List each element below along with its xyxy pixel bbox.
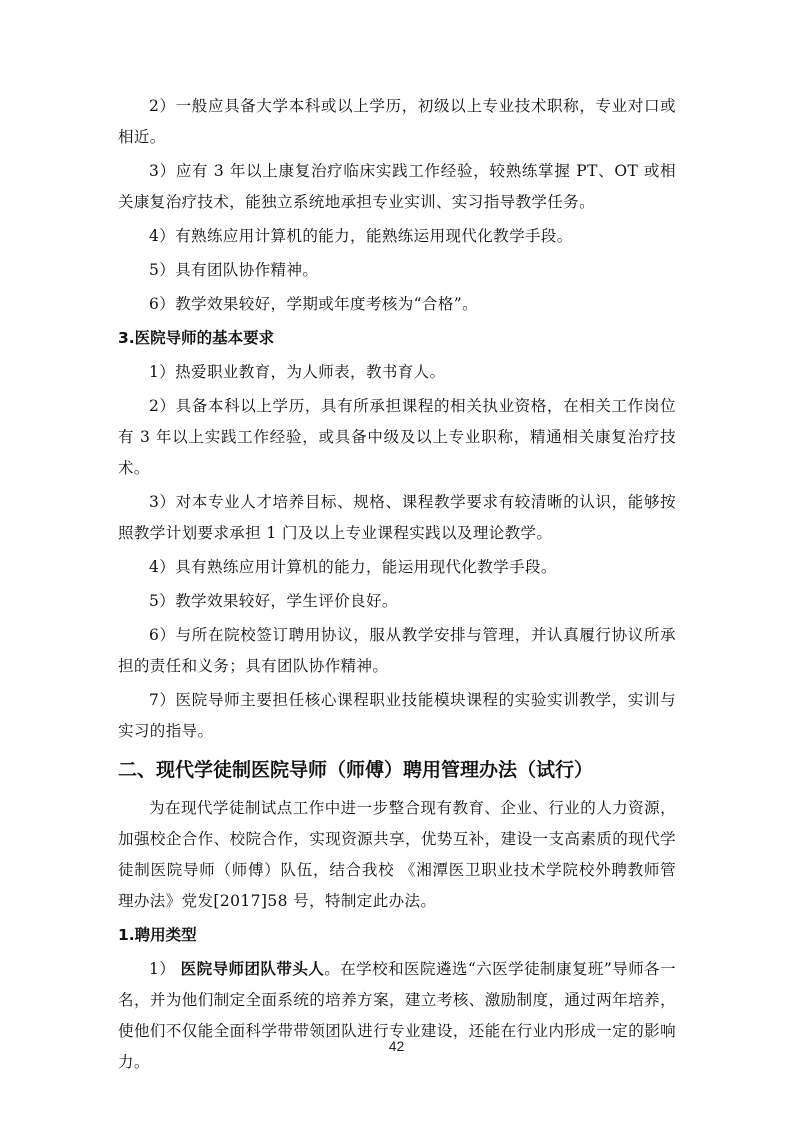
paragraph-mentor-3: 3）对本专业人才培养目标、规格、课程教学要求有较清晰的认识，能够按照教学计划要求承担 1 门及以上专业课程实践以及理论教学。	[118, 493, 676, 542]
paragraph-requirement-2: 2）一般应具备大学本科或以上学历，初级以上专业技术职称，专业对口或相近。	[118, 97, 676, 146]
hire-item-bold-term: 医院导师团队带头人	[180, 960, 325, 978]
hire-item-text: 。在学校和医院遴选“六医学徒制康复班”导师各一名，并为他们制定全面系统的培养方案，建立考核、激励制度，通过两年培养，使他们不仅能全面科学带带领团队进行专业建设，还能在行业内形成一定的影响力。	[118, 960, 676, 1071]
page-content	[118, 91, 676, 1081]
paragraph-requirement-6: 6）教学效果较好，学期或年度考核为“合格”。	[149, 295, 479, 313]
paragraph-requirement-3: 3）应有 3 年以上康复治疗临床实践工作经验，较熟练掌握 PT、OT 或相关康复治疗技术，能独立系统地承担专业实训、实习指导教学任务。	[118, 162, 676, 211]
paragraph-mentor-6: 6）与所在院校签订聘用协议，服从教学安排与管理，并认真履行协议所承担的责任和义务；具有团队协作精神。	[118, 626, 676, 675]
paragraph-mentor-2: 2）具备本科以上学历，具有所承担课程的相关执业资格，在相关工作岗位有 3 年以上实践工作经验，或具备中级及以上专业职称，精通相关康复治疗技术。	[118, 397, 676, 477]
paragraph-mentor-1: 1）热爱职业教育，为人师表，教书育人。	[149, 363, 446, 381]
page-number: 42	[388, 1038, 405, 1054]
paragraph-mentor-5: 5）教学效果较好，学生评价良好。	[149, 592, 398, 610]
paragraph-mentor-4: 4）具有熟练应用计算机的能力，能运用现代化教学手段。	[149, 558, 557, 576]
paragraph-requirement-5: 5）具有团队协作精神。	[149, 261, 319, 279]
paragraph-requirement-4: 4）有熟练应用计算机的能力，能熟练运用现代化教学手段。	[149, 227, 573, 245]
paragraph-intro: 为在现代学徒制试点工作中进一步整合现有教育、企业、行业的人力资源，加强校企合作、校院合作，实现资源共享，优势互补，建设一支高素质的现代学徒制医院导师（师傅）队伍，结合我校 《湘潭医卫职业技术学院校外聘教师管理办法》党发[2017]58 号，特制定此办法。	[118, 799, 676, 910]
section-title-hospital-mentor: 3.医院导师的基本要求	[118, 329, 275, 347]
paragraph-mentor-7: 7）医院导师主要担任核心课程职业技能模块课程的实验实训教学，实训与实习的指导。	[118, 691, 676, 740]
hire-item-number: 1）	[149, 960, 176, 978]
paragraph-hire-type-1	[118, 954, 676, 1078]
chapter-heading: 二、现代学徒制医院导师（师傅）聘用管理办法（试行）	[118, 759, 594, 781]
section-title-hire-type: 1.聘用类型	[118, 926, 197, 944]
